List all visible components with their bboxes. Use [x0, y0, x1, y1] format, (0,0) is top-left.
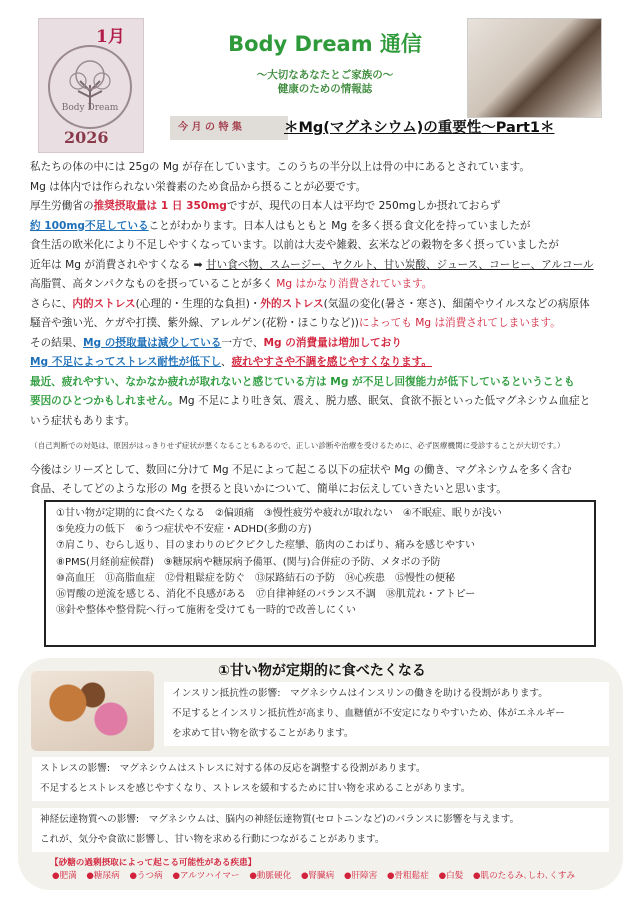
risk-item: ●アルツハイマー	[172, 871, 240, 881]
neurotransmitter-box	[32, 808, 609, 852]
neuro-line: これが、気分や食欲に影響し、甘い物を求める行動につながることがあります。	[40, 834, 385, 845]
feature-title	[284, 116, 554, 137]
symptom-row: ⑤免疫力の低下 ⑥うつ症状や不安症・ADHD(多動の方)	[56, 524, 312, 536]
risk-list	[52, 869, 582, 881]
intro-line: 今後はシリーズとして、数回に分けて Mg 不足によって起こる以下の症状や Mg の働き、マグネシウムを多く含む	[30, 464, 572, 476]
body-line: 約 100mg不足していることがわかります。日本人はもともと Mg を多く摂る食文化を持っていましたが	[30, 219, 531, 232]
intro-line: 食品、そしてどのような形の Mg を摂ると良いかについて、簡単にお伝えしていきたいと思います。	[30, 483, 507, 495]
body-line: いう症状もあります。	[30, 414, 136, 427]
insulin-box	[164, 682, 609, 746]
body-line: 高脂質、高タンパクなものを摂っていることが多く Mg はかなり消費されています。	[30, 278, 433, 290]
neuro-line: 神経伝達物質への影響: マグネシウムは、脳内の神経伝達物質(セロトニンなど)のバランスに影響を与えます。	[40, 814, 520, 825]
body-line: 要因のひとつかもしれません。Mg 不足により吐き気、震え、脱力感、眠気、食欲不振といった低マグネシウム血症と	[30, 395, 591, 407]
article-body	[30, 158, 620, 431]
feature-tag: 今 月 の 特 集	[170, 116, 288, 140]
risk-item: ●動脈硬化	[249, 871, 292, 881]
newsletter-title: Body Dream 通信	[228, 32, 422, 56]
sweets-section-title: ①甘い物が定期的に食べたくなる	[218, 663, 426, 679]
logo-text: Body Dream	[61, 103, 119, 113]
symptom-row: ⑦肩こり、むらし返り、目のまわりのピクピクした痙攣、筋肉のこわばり、痛みを感じやすい	[56, 540, 475, 552]
woman-photo	[467, 18, 602, 118]
recommended-intake: 推奨摂取量は 1 日 350mg	[93, 200, 227, 212]
stress-line: ストレスの影響: マグネシウムはストレスに対する体の反応を調整する役割があります。	[40, 763, 426, 774]
series-intro	[30, 461, 620, 499]
insulin-line: を求めて甘い物を欲することがあります。	[172, 728, 354, 739]
body-line: Mg は体内では作られない栄養素のため食品から摂ることが必要です。	[30, 180, 367, 193]
risk-title: 【砂糖の過剰摂取によって起こる可能性がある疾患】	[50, 858, 257, 868]
body-line: 近年は Mg が消費されやすくなる ➡ 甘い食べ物、スムージー、ヤクルト、甘い炭酸、ジュース、コーヒー、アルコール	[30, 258, 594, 271]
issue-month: 1月	[96, 27, 125, 47]
symptom-row: ⑱針や整体や整骨院へ行って施術を受けても一時的で改善しにくい	[56, 605, 356, 617]
tree-logo-icon	[48, 45, 132, 129]
issue-year: 2026	[64, 128, 109, 147]
risk-item: ●骨粗鬆症	[386, 871, 429, 881]
subtitle-line-1: ～大切なあなたとご家族の～	[256, 69, 394, 81]
body-line: その結果、Mg の摂取量は減少している一方で、Mg の消費量は増加しており	[30, 336, 402, 349]
risk-item: ●糖尿病	[86, 871, 120, 881]
body-line: さらに、内的ストレス(心理的・生理的な負担)・外的ストレス(気温の変化(暑さ・寒さ)、細菌やウイルスなどの病原体	[30, 297, 590, 310]
sweets-photo	[31, 671, 154, 751]
symptom-row: ①甘い物が定期的に食べたくなる ②偏頭痛 ③慢性疲労や疲れが取れない ④不眠症、眠りが浅い	[56, 508, 502, 519]
shortage-amount: 約 100mg不足している	[30, 219, 149, 232]
newsletter-subtitle	[205, 68, 445, 96]
body-line: 食生活の欧米化により不足しやすくなっています。以前は大麦や雑穀、玄米などの穀物を多く摂っていましたが	[30, 239, 559, 251]
insulin-line: インスリン抵抗性の影響: マグネシウムはインスリンの働きを助ける役割があります。	[172, 688, 548, 699]
body-line: Mg 不足によってストレス耐性が低下し、疲れやすさや不調を感じやすくなります。	[30, 356, 433, 368]
stress-line: 不足するとストレスを感じやすくなり、ストレスを緩和するために甘い物を求めることがあります。	[40, 783, 471, 794]
stress-box	[32, 757, 609, 801]
body-line: 厚生労働省の推奨摂取量は 1 日 350mgですが、現代の日本人は平均で 250mgしか摂れておらず	[30, 200, 501, 212]
medical-note: （自己判断での対処は、原因がはっきりせず症状が悪くなることもあるので、正しい診断や治療を受けるために、必ず医療機関に受診することが大切です。）	[30, 441, 565, 450]
symptom-list	[44, 500, 596, 647]
risk-item: ●腎臓病	[300, 871, 335, 881]
symptom-row: ⑧PMS(月経前症候群) ⑨糖尿病や糖尿病予備軍、(関与)合併症の予防、メタボの予防	[56, 556, 441, 568]
body-line: 騒音や強い光、ケガや打撲、紫外線、アレルゲン(花粉・ほこりなど))によっても Mg は消費されてしまいます。	[30, 317, 561, 329]
body-line: 最近、疲れやすい、なかなか疲れが取れないと感じている方は Mg が不足し回復能力が低下しているということも	[30, 375, 575, 388]
insulin-line: 不足するとインスリン抵抗性が高まり、血糖値が不安定になりやすいため、体がエネルギー	[172, 708, 565, 719]
risk-item: ●肝障害	[343, 871, 378, 881]
subtitle-line-2: 健康のための情報誌	[277, 83, 373, 95]
risk-item: ●肥満	[52, 871, 77, 881]
risk-item: ●うつ病	[129, 871, 163, 881]
feature-title-text: ＊Mg(マグネシウム)の重要性～Part1＊	[284, 120, 555, 136]
symptom-row: ⑯胃酸の逆流を感じる、消化不良感がある ⑰自律神経のバランス不調 ⑱肌荒れ・アトピー	[56, 589, 476, 601]
symptom-row: ⑩高血圧 ⑪高脂血症 ⑫骨粗鬆症を防ぐ ⑬尿路結石の予防 ⑭心疾患 ⑮慢性の便秘	[56, 572, 455, 584]
risk-item: ●肌のたるみ､しわ､くすみ	[473, 871, 576, 881]
body-line: 私たちの体の中には 25gの Mg が存在しています。このうちの半分以上は骨の中にあるとされています。	[30, 161, 531, 173]
risk-item: ●白髪	[438, 871, 464, 881]
